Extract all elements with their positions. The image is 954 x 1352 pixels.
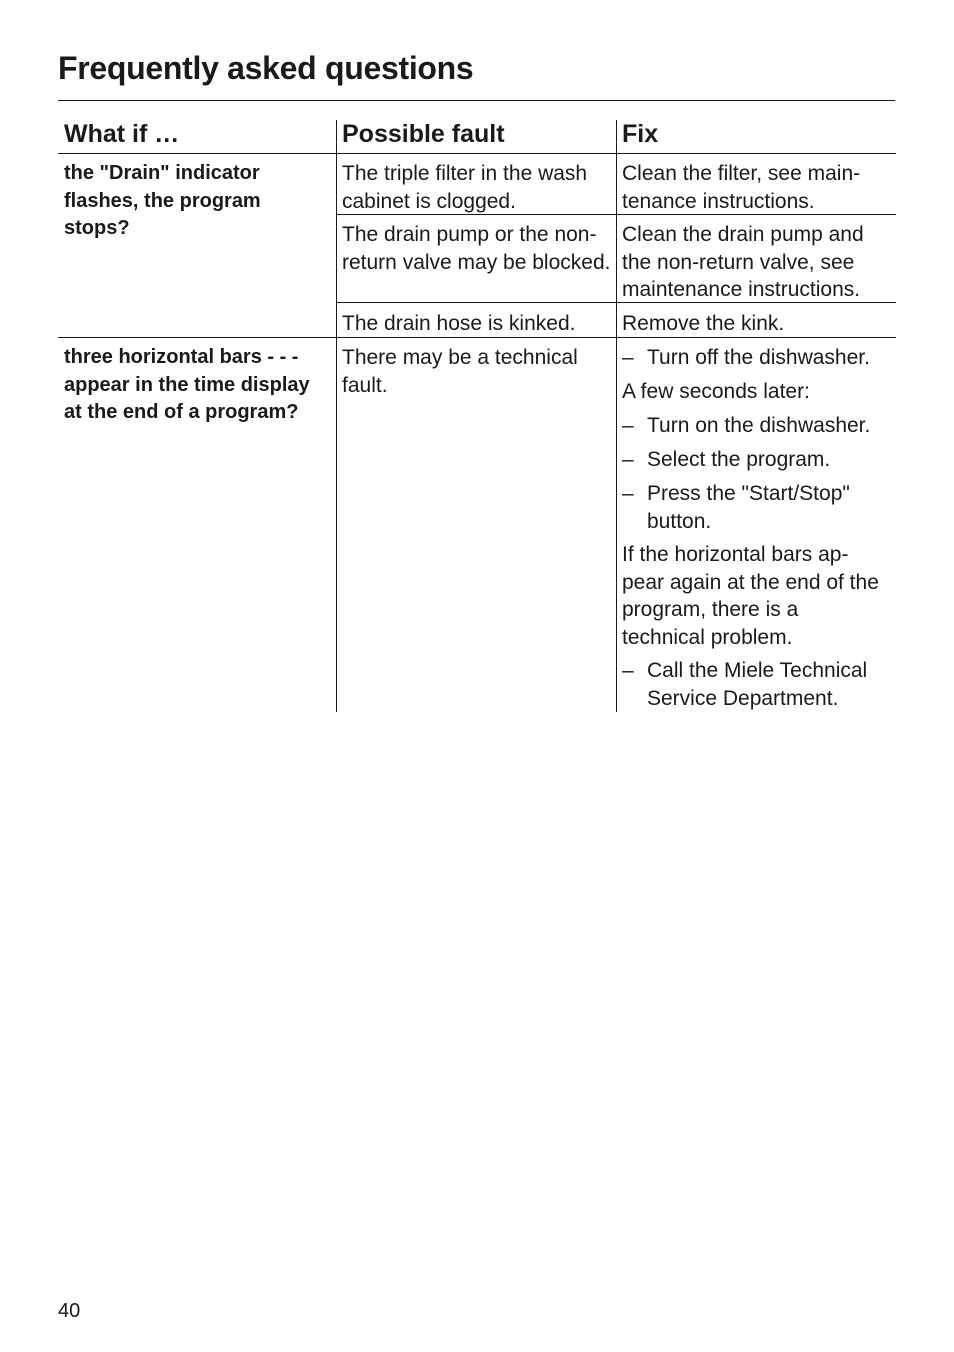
- fix-step: [622, 480, 894, 536]
- fix-step: [622, 412, 894, 440]
- dash-bullet: –: [622, 448, 634, 471]
- fix-note: If the horizontal bars ap-pear again at the end of the program, there is a technical problem.: [622, 543, 879, 649]
- fix-step: [622, 446, 894, 474]
- fix-cell: Remove the kink.: [622, 312, 785, 335]
- title-divider: [58, 100, 895, 101]
- page-title: Frequently asked questions: [58, 50, 474, 86]
- fault-cell: There may be a technical fault.: [342, 346, 578, 397]
- fault-cell: The drain pump or the non-return valve may be blocked.: [342, 223, 611, 274]
- fault-cell: The drain hose is kinked.: [342, 312, 576, 335]
- dash-bullet: –: [622, 414, 634, 437]
- fault-cell: The triple filter in the wash cabinet is clogged.: [342, 162, 588, 213]
- fix-cell: Clean the filter, see main-tenance instructions.: [622, 162, 861, 213]
- column-header-what-if: What if …: [64, 120, 180, 148]
- fix-step-text: Turn on the dishwasher.: [647, 414, 871, 437]
- fix-step: [622, 344, 894, 372]
- column-header-possible-fault: Possible fault: [342, 120, 505, 148]
- fix-step-text: Call the Miele Technical Service Department.: [647, 659, 868, 710]
- question-drain-indicator: the "Drain" indicator flashes, the program stops?: [64, 162, 261, 239]
- dash-bullet: –: [622, 482, 634, 505]
- dash-bullet: –: [622, 346, 634, 369]
- fix-cell: Clean the drain pump and the non-return valve, see maintenance instructions.: [622, 223, 864, 301]
- dash-bullet: –: [622, 659, 634, 682]
- column-divider-2: [616, 120, 617, 712]
- fix-step-text: Press the "Start/Stop" button.: [647, 482, 850, 533]
- column-header-fix: Fix: [622, 120, 659, 148]
- fix-step-text: Turn off the dishwasher.: [647, 346, 870, 369]
- fix-step: [622, 657, 894, 713]
- fix-note: A few seconds later:: [622, 380, 810, 403]
- column-divider-1: [336, 120, 337, 712]
- header-rule: [58, 153, 896, 154]
- fix-step-text: Select the program.: [647, 448, 831, 471]
- page-number: 40: [58, 1300, 81, 1322]
- question-horizontal-bars: three horizontal bars - - - appear in the time display at the end of a program?: [64, 346, 310, 423]
